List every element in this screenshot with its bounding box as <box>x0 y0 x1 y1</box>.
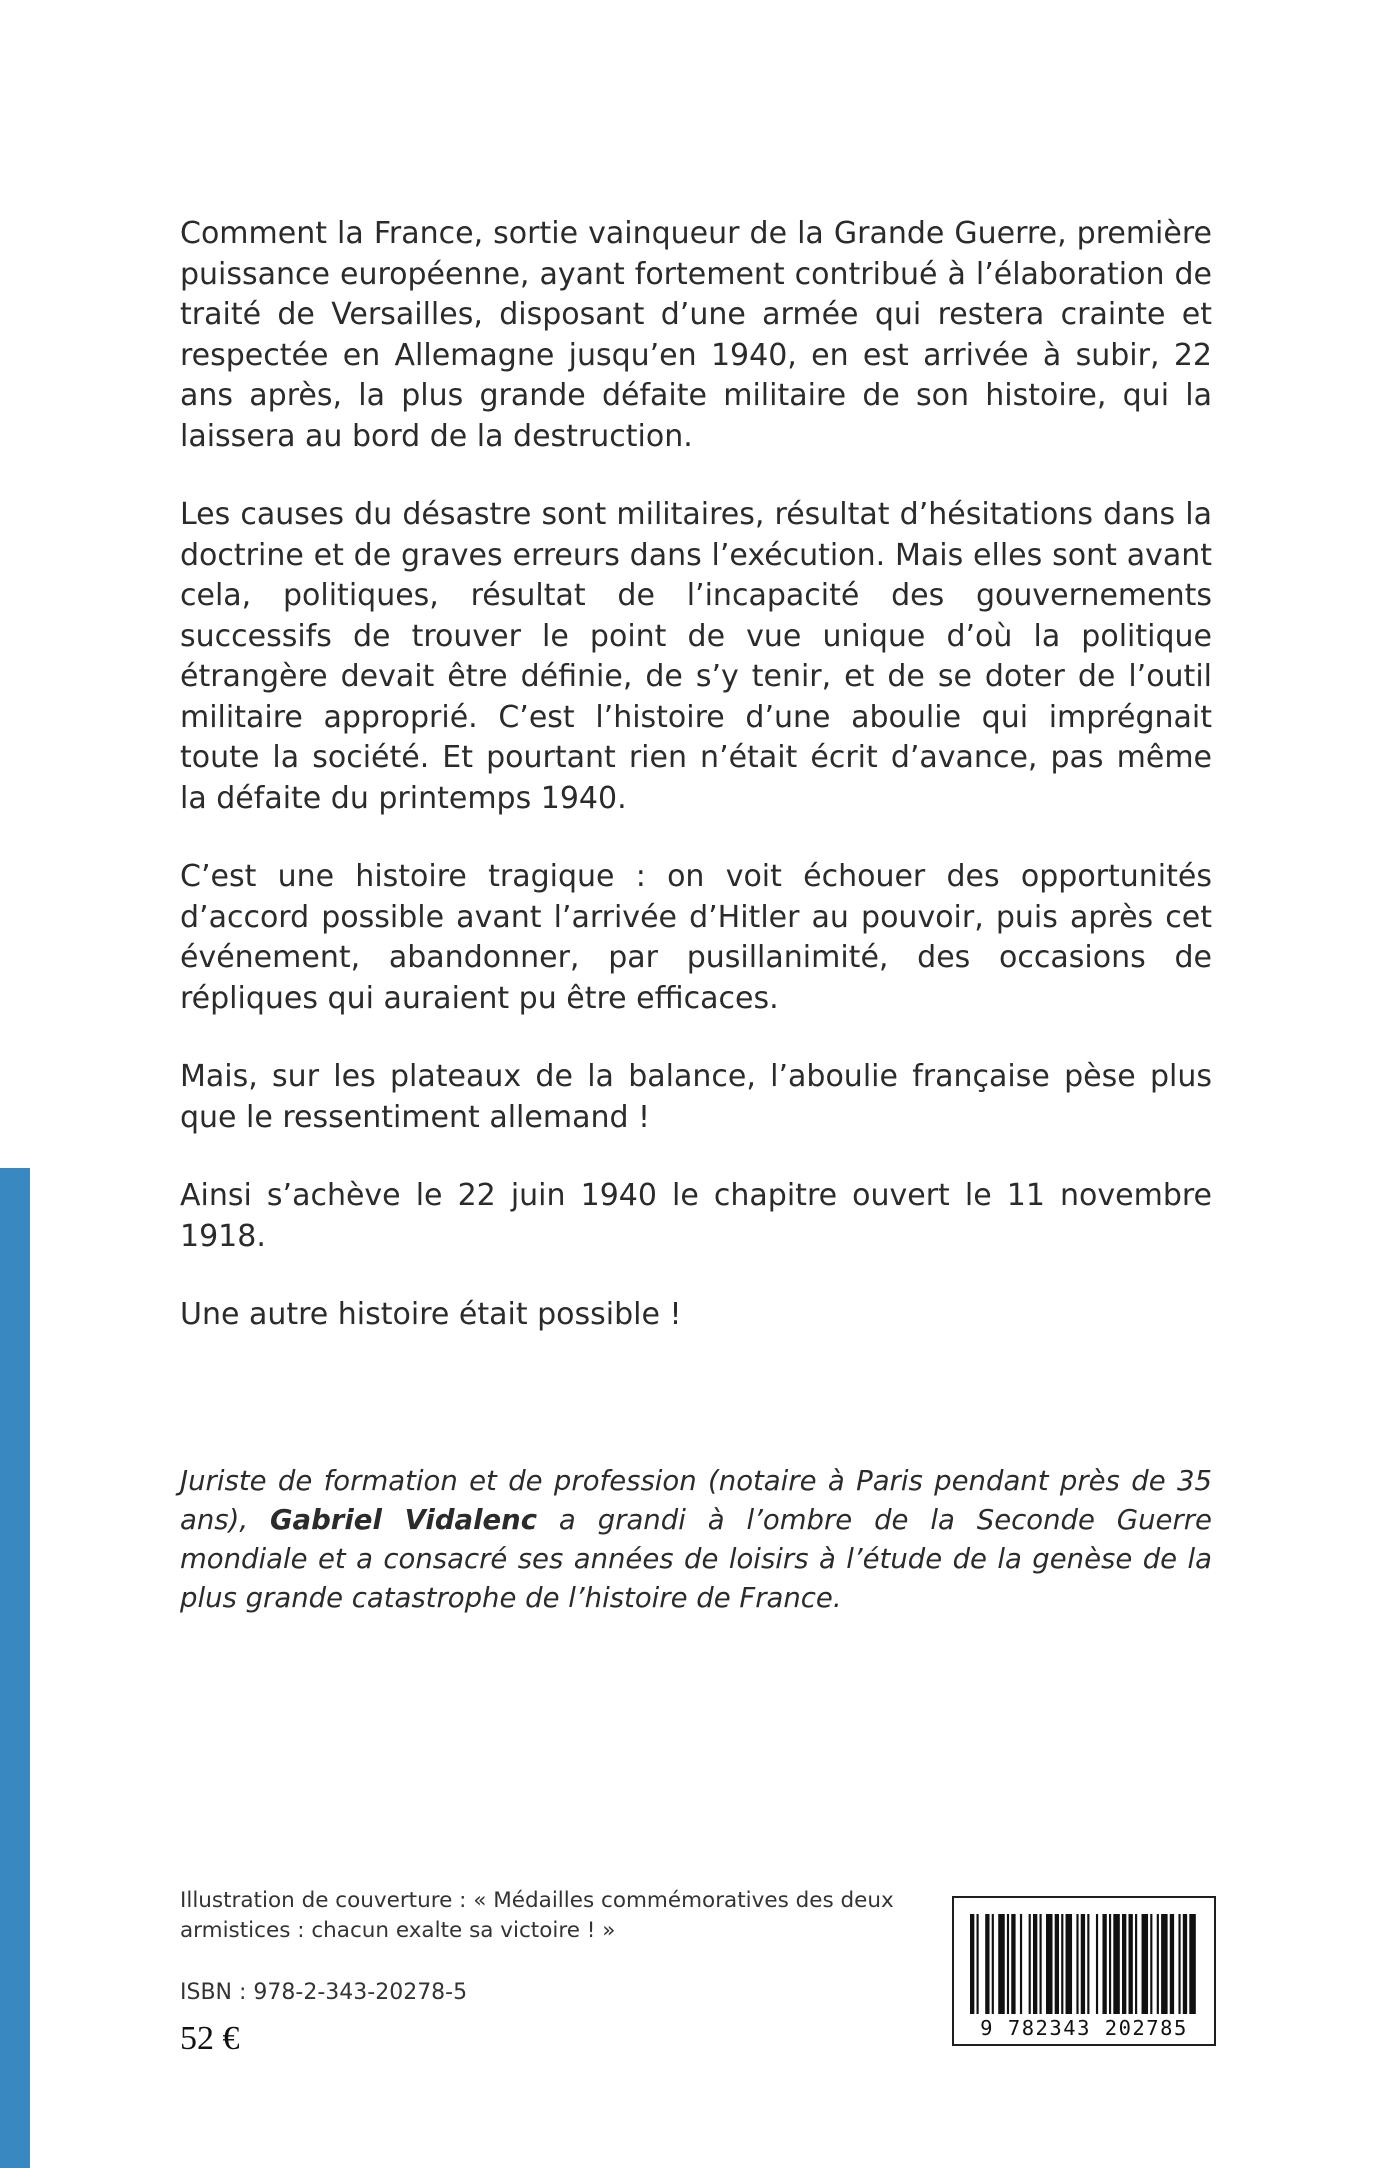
barcode-bar <box>1122 1914 1126 2014</box>
barcode-bar <box>1178 1914 1180 2014</box>
barcode-bar <box>1081 1914 1085 2014</box>
barcode-bar <box>977 1914 979 2014</box>
back-cover-blurb <box>180 214 1212 1374</box>
barcode-bar <box>1135 1914 1137 2014</box>
barcode-bar <box>992 1914 994 2014</box>
barcode-bar <box>1170 1914 1174 2014</box>
author-bio <box>180 1462 1212 1618</box>
barcode-bar <box>1055 1914 1059 2014</box>
barcode-bar <box>1102 1914 1106 2014</box>
price-label: 52 € <box>180 2020 240 2057</box>
barcode-bar <box>1046 1914 1053 2014</box>
barcode-bar <box>1142 1914 1149 2014</box>
barcode-bar <box>1007 1914 1009 2014</box>
barcode-bar <box>1087 1914 1089 2014</box>
barcode-digits: 9 782343 202785 <box>980 2016 1188 2040</box>
barcode-bar <box>1129 1914 1133 2014</box>
blurb-paragraph-2: Les causes du désastre sont militaires, résultat d’hésitations dans la doctrine et de graves erreurs dans l’exécution. Mais elles sont avant cela, politiques, résultat de l’incapacité des gouvernements successifs de trouver le point de vue unique d’où la politique étrangère devait être définie, de s’y tenir, et de se doter de l’outil militaire approprié. C’est l’histoire d’une aboulie qui imprégnait toute la société. Et pourtant rien n’était écrit d’avance, pas même la défaite du printemps 1940. <box>180 497 1212 816</box>
barcode-bar <box>1157 1914 1159 2014</box>
blurb-paragraph-1: Comment la France, sortie vainqueur de la Grande Guerre, première puissance européenne, ayant fortement contribué à l’élaboration de traité de Versailles, disposant d’une armée qui restera crainte et respectée en Allemagne jusqu’en 1940, en est arrivée à subir, 22 ans après, la plus grande défaite militaire de son histoire, qui la laissera au bord de la destruction. <box>180 216 1212 454</box>
barcode-bar <box>1183 1914 1187 2014</box>
barcode-bar <box>1189 1914 1196 2014</box>
barcode-bar <box>1076 1914 1078 2014</box>
blurb-paragraph-5: Ainsi s’achève le 22 juin 1940 le chapitre ouvert le 11 novembre 1918. <box>180 1178 1212 1254</box>
spine-accent-bar <box>0 1168 30 2168</box>
barcode-bar <box>1061 1914 1063 2014</box>
barcode-bar <box>1150 1914 1152 2014</box>
cover-illustration-credit: Illustration de couverture : « Médailles commémoratives des deux armistices : chacun exalte sa victoire ! » <box>180 1888 894 1943</box>
barcode-bar <box>1020 1914 1022 2014</box>
barcode-bar <box>1033 1914 1037 2014</box>
barcode-bar <box>1029 1914 1031 2014</box>
isbn-label: ISBN : 978-2-343-20278-5 <box>180 1980 468 2005</box>
barcode-bar <box>1066 1914 1073 2014</box>
barcode-bar <box>1109 1914 1111 2014</box>
barcode-bar <box>1039 1914 1041 2014</box>
barcode-bar <box>1011 1914 1015 2014</box>
blurb-paragraph-3: C’est une histoire tragique : on voit échouer des opportunités d’accord possible avant l’arrivée d’Hitler au pouvoir, puis après cet événement, abandonner, par pusillanimité, des occasions de répliques qui auraient pu être efficaces. <box>180 859 1212 1016</box>
barcode <box>952 1896 1216 2046</box>
author-bio-intro: Juriste de formation et de profession (notaire à Paris pendant près de 35 ans), <box>180 1465 1212 1536</box>
barcode-bar <box>985 1914 989 2014</box>
barcode-bar <box>1161 1914 1168 2014</box>
barcode-bar <box>970 1914 974 2014</box>
barcode-bar <box>1096 1914 1098 2014</box>
barcode-bars <box>970 1914 1198 2014</box>
author-bio-rest: a grandi à l’ombre de la Seconde Guerre mondiale et a consacré ses années de loisirs à l’étude de la genèse de la plus grande catastrophe de l’histoire de France. <box>180 1504 1212 1614</box>
blurb-paragraph-6: Une autre histoire était possible ! <box>180 1297 682 1332</box>
author-name: Gabriel Vidalenc <box>269 1504 538 1536</box>
blurb-paragraph-4: Mais, sur les plateaux de la balance, l’aboulie française pèse plus que le ressentiment allemand ! <box>180 1059 1212 1135</box>
barcode-bar <box>1113 1914 1120 2014</box>
barcode-bar <box>998 1914 1005 2014</box>
